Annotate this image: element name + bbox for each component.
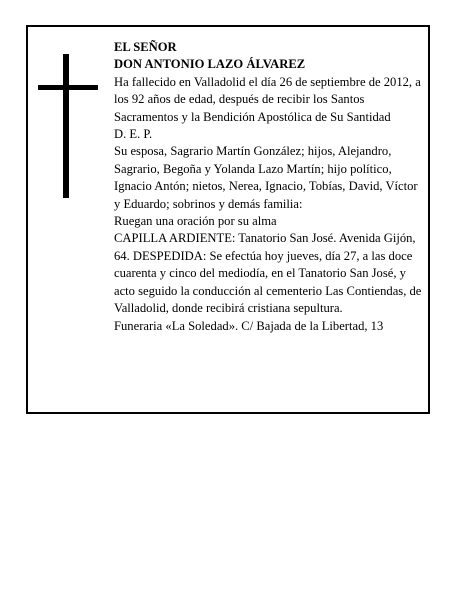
cross-icon [38, 54, 98, 198]
funeral-details: CAPILLA ARDIENTE: Tanatorio San José. Avenida Gijón, 64. DESPEDIDA: Se efectúa hoy jueves, día 27, a las doce cuarenta y cinco del mediodía, en el Tanatorio San José, y acto seguido la conducción al cementerio Las Contiendas, de Valladolid, donde recibirá cristiana sepultura. [114, 231, 422, 316]
notice-text [114, 39, 426, 335]
cross-vertical-bar [63, 54, 69, 198]
death-notice: Ha fallecido en Valladolid el día 26 de septiembre de 2012, a los 92 años de edad, después de recibir los Santos Sacramentos y la Bendición Apostólica de Su Santidad [114, 74, 421, 124]
title-line-1: EL SEÑOR [114, 40, 177, 54]
family-list: Su esposa, Sagrario Martín González; hijos, Alejandro, Sagrario, Begoña y Yolanda Lazo Martín; hijo político, Ignacio Antón; nietos, Nerea, Ignacio, Tobías, David, Víctor y Eduardo; sobrinos y demás familia: [114, 144, 418, 211]
cross-horizontal-bar [38, 85, 98, 90]
rip-abbreviation: D. E. P. [114, 127, 153, 142]
deceased-name: DON ANTONIO LAZO ÁLVAREZ [114, 57, 306, 72]
prayer-request: Ruegan una oración por su alma [114, 214, 277, 229]
funeral-home: Funeraria «La Soledad». C/ Bajada de la Libertad, 13 [114, 318, 384, 333]
